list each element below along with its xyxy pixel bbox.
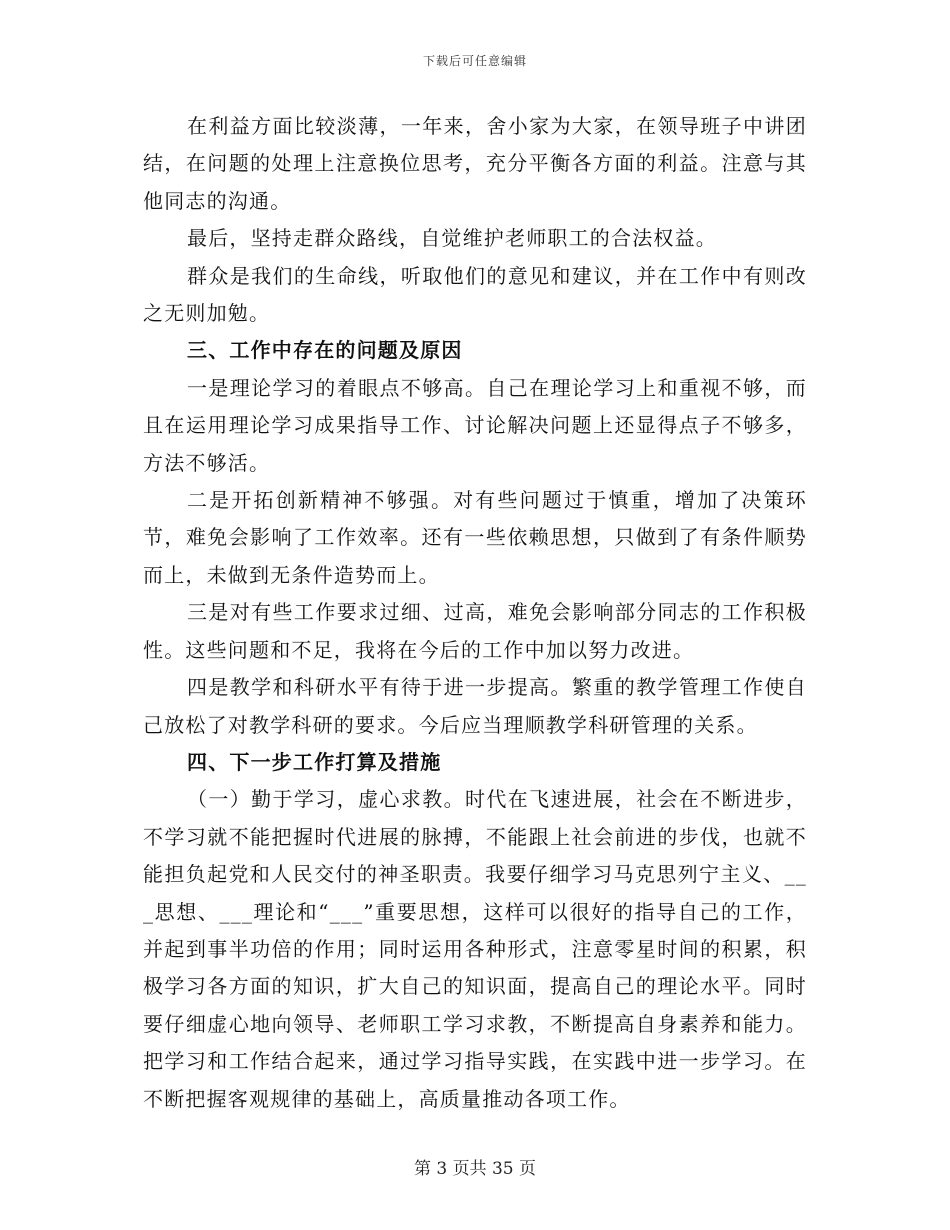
paragraph: 二是开拓创新精神不够强。对有些问题过于慎重，增加了决策环节，难免会影响了工作效率。还有一些依赖思想，只做到了有条件顺势而上，未做到无条件造势而上。 xyxy=(143,488,807,587)
paragraph: 四是教学和科研水平有待于进一步提高。繁重的教学管理工作使自己放松了对教学科研的要求。今后应当理顺教学科研管理的关系。 xyxy=(143,675,807,737)
section-heading: 四、下一步工作打算及措施 xyxy=(187,749,442,774)
paragraph: 在利益方面比较淡薄，一年来，舍小家为大家，在领导班子中讲团结，在问题的处理上注意换位思考，充分平衡各方面的利益。注意与其他同志的沟通。 xyxy=(143,114,807,213)
paragraph: （一）勤于学习，虚心求教。时代在飞速进展，社会在不断进步，不学习就不能把握时代进展的脉搏，不能跟上社会前进的步伐，也就不能担负起党和人民交付的神圣职责。我要仔细学习马克思列宁主义、___思想、___理论和“___”重要思想，这样可以很好的指导自己的工作，并起到事半功倍的作用；同时运用各种形式，注意零星时间的积累，积极学习各方面的知识，扩大自己的知识面，提高自己的理论水平。同时要仔细虚心地向领导、老师职工学习求教，不断提高自身素养和能力。把学习和工作结合起来，通过学习指导实践，在实践中进一步学习。在不断把握客观规律的基础上，高质量推动各项工作。 xyxy=(143,787,807,1111)
page-header: 下载后可任意编辑 xyxy=(422,54,527,68)
page-footer: 第 3 页共 35 页 xyxy=(413,1159,537,1179)
paragraph: 最后，坚持走群众路线，自觉维护老师职工的合法权益。 xyxy=(187,226,717,251)
document-body xyxy=(143,108,807,1118)
section-heading: 三、工作中存在的问题及原因 xyxy=(187,338,463,363)
paragraph: 一是理论学习的着眼点不够高。自己在理论学习上和重视不够，而且在运用理论学习成果指导工作、讨论解决问题上还显得点子不够多，方法不够活。 xyxy=(143,375,807,475)
paragraph: 群众是我们的生命线，听取他们的意见和建议，并在工作中有则改之无则加勉。 xyxy=(143,263,807,326)
paragraph: 三是对有些工作要求过细、过高，难免会影响部分同志的工作积极性。这些问题和不足，我将在今后的工作中加以努力改进。 xyxy=(143,600,807,662)
